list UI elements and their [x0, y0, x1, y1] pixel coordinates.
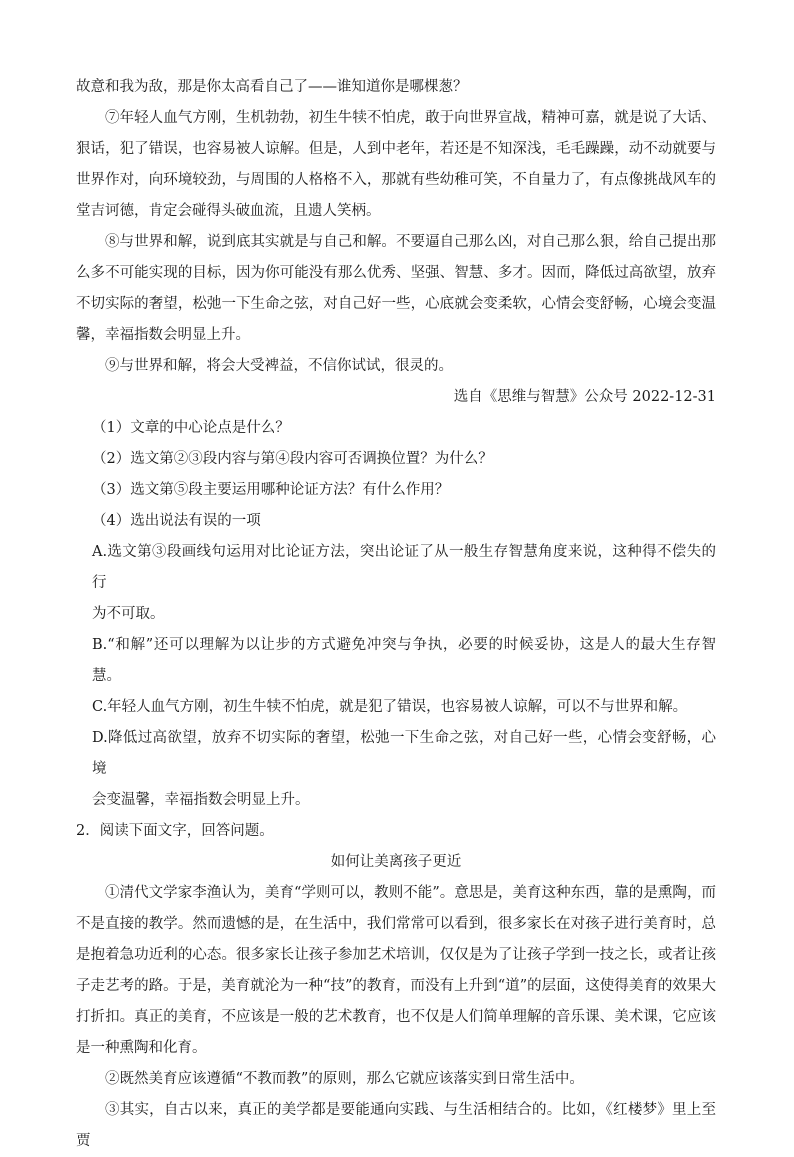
option-d-line1: D.降低过高欲望，放弃不切实际的奢望，松弛一下生命之弦，对自己好一些，心情会变舒畅，心境 [92, 730, 716, 777]
article-paragraph-1: ①清代文学家李渔认为，美育“学则可以，教则不能”。意思是，美育这种东西，靠的是熏陶，而不是直接的教学。然而遗憾的是，在生活中，我们常常可以看到，很多家长在对孩子进行美育时，总是抱着急功近利的心态。很多家长让孩子参加艺术培训，仅仅是为了让孩子学到一技之长，或者让孩子走艺考的路。于是，美育就沦为一种“技”的教育，而没有上升到“道”的层面，这使得美育的效果大打折扣。真正的美育，不应该是一般的艺术教育，也不仅是人们简单理解的音乐课、美术课，它应该是一种熏陶和化育。 [76, 885, 716, 1056]
paragraph-8: ⑧与世界和解，说到底其实就是与自己和解。不要逼自己那么凶，对自己那么狠，给自己提出那么多不可能实现的目标，因为你可能没有那么优秀、坚强、智慧、多才。因而，降低过高欲望，放弃不切实际的奢望，松弛一下生命之弦，对自己好一些，心底就会变柔软，心情会变舒畅，心境会变温馨，幸福指数会明显上升。 [76, 234, 716, 343]
document-page [76, 72, 716, 1157]
paragraph-9: ⑨与世界和解，将会大受裨益，不信你试试，很灵的。 [105, 358, 453, 374]
article-title: 如何让美离孩子更近 [330, 854, 462, 870]
question-3: （3）选文第⑤段主要运用哪种论证方法？有什么作用？ [92, 482, 450, 498]
paragraph-7: ⑦年轻人血气方刚，生机勃勃，初生牛犊不怕虎，敢于向世界宣战，精神可嘉，就是说了大话、狠话，犯了错误，也容易被人谅解。但是，人到中老年，若还是不知深浅，毛毛躁躁，动不动就要与世界作对，向环境较劲，与周围的人格格不入，那就有些幼稚可笑，不自量力了，有点像挑战风车的堂吉诃德，肯定会碰得头破血流，且遗人笑柄。 [76, 110, 716, 219]
option-d-line2: 会变温馨，幸福指数会明显上升。 [92, 792, 310, 808]
option-a-line1: A.选文第③段画线句运用对比论证方法，突出论证了从一般生存智慧角度来说，这种得不偿失的行 [92, 544, 716, 591]
option-a-line2: 为不可取。 [92, 606, 165, 622]
option-c: C.年轻人血气方刚，初生牛犊不怕虎，就是犯了错误，也容易被人谅解，可以不与世界和解。 [92, 699, 688, 715]
question-4: （4）选出说法有误的一项 [92, 513, 261, 529]
section-2-heading: 2．阅读下面文字，回答问题。 [76, 823, 274, 839]
source-citation: 选自《思维与智慧》公众号 2022-12-31 [453, 389, 716, 405]
article-paragraph-2: ②既然美育应该遵循“不教而教”的原则，那么它就应该落实到日常生活中。 [105, 1071, 584, 1087]
article-paragraph-3: ③其实，自古以来，真正的美学都是要能通向实践、与生活相结合的。比如，《红楼梦》里上至贾 [76, 1102, 716, 1149]
question-1: （1）文章的中心论点是什么？ [92, 420, 290, 436]
question-2: （2）选文第②③段内容与第④段内容可否调换位置？为什么？ [92, 451, 493, 467]
paragraph-6-end: 故意和我为敌，那是你太高看自己了——谁知道你是哪棵葱？ [76, 79, 468, 95]
option-b: B.“和解”还可以理解为以让步的方式避免冲突与争执，必要的时候妥协，这是人的最大生存智慧。 [92, 637, 716, 684]
